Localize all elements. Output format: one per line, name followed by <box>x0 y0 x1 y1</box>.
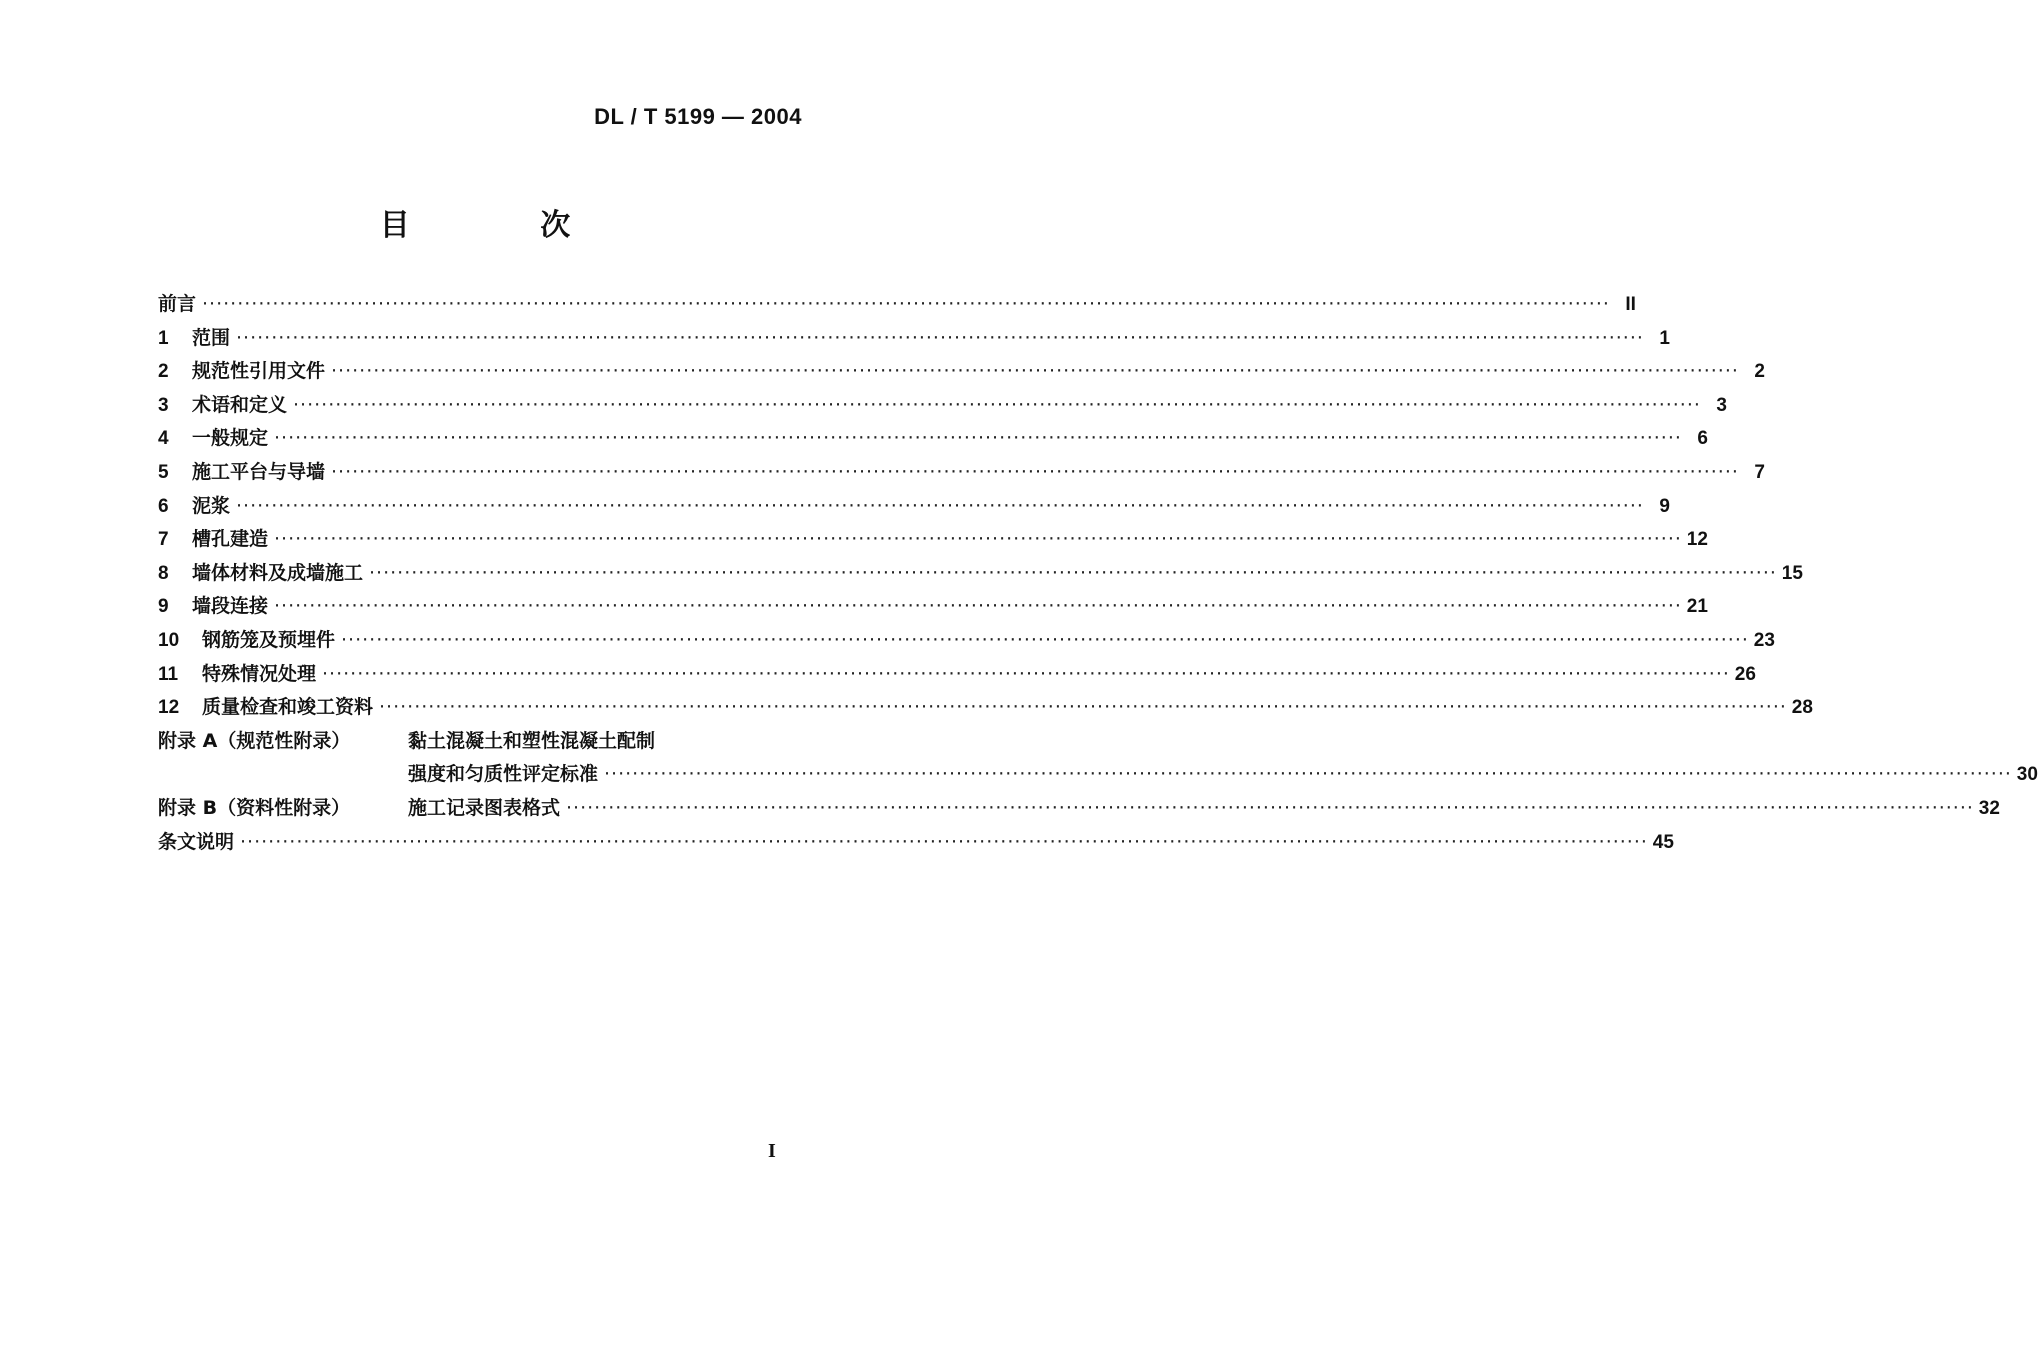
toc-entry[interactable] <box>158 557 1803 591</box>
toc-entry-page: 1 <box>1659 327 1670 349</box>
toc-entry-number: 11 <box>158 663 179 685</box>
toc-entry-number: 4 <box>158 428 169 450</box>
dot-leader: ········································································································································································································ <box>566 796 1974 819</box>
dot-leader: ········································································································································································································ <box>331 460 1739 483</box>
toc-entry[interactable] <box>158 456 1765 490</box>
dot-leader: ········································································································································································································ <box>293 393 1701 416</box>
table-of-contents <box>158 288 2038 859</box>
toc-entry-label: 一般规定 <box>192 427 269 450</box>
toc-entry-label: 槽孔建造 <box>192 528 269 551</box>
toc-entry[interactable] <box>158 624 1775 658</box>
toc-entry-page: 32 <box>1978 797 2000 819</box>
toc-entry-label: 墙体材料及成墙施工 <box>192 561 364 584</box>
toc-entry-label: 泥浆 <box>192 494 231 517</box>
toc-entry-label: 范围 <box>192 326 231 349</box>
toc-entry-preface[interactable] <box>158 288 1636 322</box>
toc-entry-page: 12 <box>1686 529 1708 551</box>
toc-entry-number: 3 <box>158 394 169 416</box>
toc-entry-appendix-a[interactable] <box>158 725 800 759</box>
dot-leader: ········································································································································································································ <box>331 360 1739 383</box>
toc-entry-label: 钢筋笼及预埋件 <box>202 628 336 651</box>
dot-leader: ········································································································································································································ <box>379 696 1787 719</box>
toc-entry[interactable] <box>158 490 1670 524</box>
toc-entry-label: 规范性引用文件 <box>192 360 326 383</box>
appendix-b-heading: 附录 B（资料性附录） <box>158 796 351 819</box>
toc-entry[interactable] <box>158 523 1708 557</box>
toc-entry-page: 26 <box>1734 663 1756 685</box>
appendix-b-title: 施工记录图表格式 <box>408 796 561 819</box>
appendix-a-title-line2: 强度和匀质性评定标准 <box>408 763 599 786</box>
toc-entry-number: 1 <box>158 327 169 349</box>
dot-leader: ········································································································································································································ <box>240 830 1648 853</box>
toc-entry-number: 2 <box>158 361 169 383</box>
toc-entry[interactable] <box>158 590 1708 624</box>
toc-entry[interactable] <box>158 389 1727 423</box>
toc-entry-explanation[interactable] <box>158 826 1674 860</box>
dot-leader: ········································································································································································································ <box>369 561 1777 584</box>
toc-entry-label: 条文说明 <box>158 830 235 853</box>
toc-entry-label: 前言 <box>158 293 197 315</box>
toc-entry-page: 7 <box>1754 461 1765 483</box>
dot-leader: ········································································································································································································ <box>341 628 1749 651</box>
toc-entry-page: 45 <box>1652 831 1674 853</box>
toc-entry-page: II <box>1625 294 1636 315</box>
dot-leader: ········································································································································································································ <box>322 662 1730 685</box>
dot-leader: ········································································································································································································ <box>604 763 2012 786</box>
toc-entry-page: 3 <box>1716 394 1727 416</box>
toc-entry-page: 6 <box>1697 428 1708 450</box>
page-number: I <box>768 1140 776 1162</box>
toc-entry-page: 9 <box>1659 495 1670 517</box>
toc-entry-label: 术语和定义 <box>192 393 288 416</box>
toc-entry-number: 6 <box>158 495 169 517</box>
dot-leader: ········································································································································································································ <box>236 326 1644 349</box>
toc-entry[interactable] <box>158 355 1765 389</box>
toc-entry-page: 23 <box>1753 629 1775 651</box>
toc-entry-page: 2 <box>1754 361 1765 383</box>
toc-entry-number: 9 <box>158 596 169 618</box>
toc-entry-page: 30 <box>2016 764 2038 786</box>
dot-leader: ········································································································································································································ <box>274 595 1682 618</box>
toc-entry-appendix-b[interactable] <box>158 792 2000 826</box>
toc-entry-number: 12 <box>158 697 180 719</box>
toc-entry-number: 5 <box>158 461 169 483</box>
toc-entry-number: 7 <box>158 529 169 551</box>
toc-entry[interactable] <box>158 322 1670 356</box>
toc-entry[interactable] <box>158 691 1813 725</box>
dot-leader: ········································································································································································································ <box>274 427 1682 450</box>
standard-code: DL / T 5199 — 2004 <box>594 104 802 129</box>
toc-entry-page: 15 <box>1781 562 1803 584</box>
dot-leader: ········································································································································································································ <box>236 494 1644 517</box>
toc-entry-label: 墙段连接 <box>192 595 269 618</box>
toc-entry[interactable] <box>158 658 1756 692</box>
toc-entry-label: 质量检查和竣工资料 <box>202 696 374 719</box>
page-title: 目 次 <box>379 208 631 243</box>
toc-entry-label: 施工平台与导墙 <box>192 460 326 483</box>
toc-entry-page: 21 <box>1686 596 1708 618</box>
toc-entry-label: 特殊情况处理 <box>202 662 317 685</box>
appendix-a-heading: 附录 A（规范性附录） <box>158 729 351 752</box>
toc-entry-page: 28 <box>1791 697 1813 719</box>
toc-entry[interactable] <box>158 422 1708 456</box>
dot-leader: ········································································································································································································ <box>202 293 1610 315</box>
dot-leader: ········································································································································································································ <box>274 528 1682 551</box>
toc-entry-appendix-a-cont[interactable] <box>158 758 2038 792</box>
appendix-a-title-line1: 黏土混凝土和塑性混凝土配制 <box>408 729 656 752</box>
toc-entry-number: 10 <box>158 629 180 651</box>
toc-entry-number: 8 <box>158 562 169 584</box>
